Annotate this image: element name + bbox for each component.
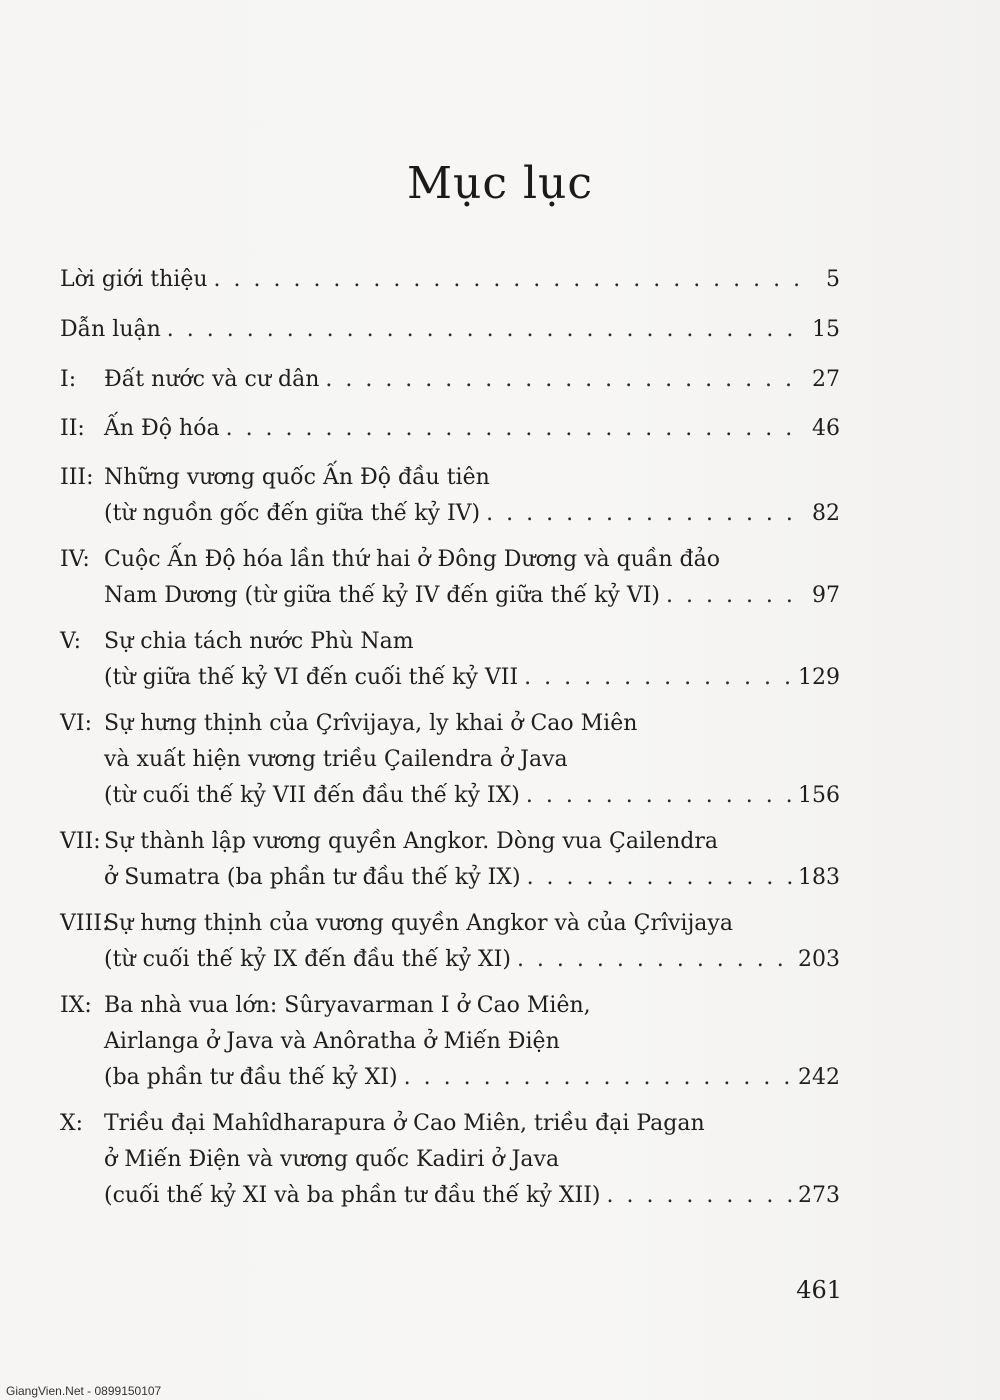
chapter-number: V: — [60, 629, 82, 654]
chapter-number: VIII: — [60, 911, 110, 936]
dot-leader — [404, 1060, 792, 1096]
toc-page-number: 183 — [798, 865, 840, 890]
chapter-title-line: (từ nguồn gốc đến giữa thế kỷ IV) — [104, 501, 481, 526]
toc-entry — [60, 542, 840, 614]
chapter-title-line: Đất nước và cư dân — [104, 367, 320, 392]
chapter-title-line: Sự hưng thịnh của vương quyền Angkor và của Çrîvijaya — [104, 911, 733, 936]
chapter-number: I: — [60, 367, 77, 392]
chapter-number: X: — [60, 1111, 84, 1136]
toc-page-number: 15 — [812, 317, 840, 342]
chapter-title-line: ở Miến Điện và vương quốc Kadiri ở Java — [104, 1147, 560, 1172]
toc-page-number: 97 — [812, 583, 840, 608]
dot-leader — [526, 778, 792, 814]
toc-entry — [60, 362, 840, 398]
chapter-title-line: Những vương quốc Ấn Độ đầu tiên — [104, 465, 490, 490]
chapter-number: IV: — [60, 547, 90, 572]
chapter-title-line: Nam Dương (từ giữa thế kỷ IV đến giữa thế kỷ VI) — [104, 583, 660, 608]
toc-entry — [60, 460, 840, 532]
toc-entry — [60, 1106, 840, 1214]
toc-page-number: 156 — [798, 783, 840, 808]
dot-leader — [527, 860, 792, 896]
toc-entry — [60, 411, 840, 447]
dot-leader — [325, 362, 804, 398]
toc-page-number: 273 — [798, 1183, 840, 1208]
chapter-number: VII: — [60, 829, 101, 854]
toc-entry — [60, 312, 840, 348]
chapter-title-line: Ba nhà vua lớn: Sûryavarman I ở Cao Miên, — [104, 993, 591, 1018]
dot-leader — [517, 942, 792, 978]
chapter-title-line: (từ cuối thế kỷ IX đến đầu thế kỷ XI) — [104, 947, 511, 972]
chapter-title-line: Ấn Độ hóa — [104, 416, 220, 441]
dot-leader — [226, 411, 804, 447]
dot-leader — [167, 312, 804, 348]
toc-page-number: 129 — [798, 665, 840, 690]
dot-leader — [666, 578, 804, 614]
chapter-title-line: Cuộc Ấn Độ hóa lần thứ hai ở Đông Dương và quần đảo — [104, 547, 720, 572]
toc-entry — [60, 624, 840, 696]
dot-leader — [606, 1178, 792, 1214]
toc-entry — [60, 824, 840, 896]
toc-page-number: 242 — [798, 1065, 840, 1090]
chapter-number: IX: — [60, 993, 92, 1018]
table-of-contents — [60, 262, 840, 1224]
toc-page-number: 27 — [812, 367, 840, 392]
chapter-title-line: Sự chia tách nước Phù Nam — [104, 629, 414, 654]
toc-entry — [60, 706, 840, 814]
chapter-number: VI: — [60, 711, 92, 736]
dot-leader — [524, 660, 792, 696]
chapter-title-line: và xuất hiện vương triều Çailendra ở Java — [104, 747, 568, 772]
toc-page-number: 46 — [812, 416, 840, 441]
chapter-number: III: — [60, 465, 94, 490]
chapter-title-line: Dẫn luận — [60, 317, 161, 342]
toc-entry — [60, 906, 840, 978]
chapter-title-line: Sự thành lập vương quyền Angkor. Dòng vua Çailendra — [104, 829, 718, 854]
chapter-title-line: ở Sumatra (ba phần tư đầu thế kỷ IX) — [104, 865, 521, 890]
toc-entry — [60, 262, 840, 298]
chapter-title-line: Airlanga ở Java và Anôratha ở Miến Điện — [104, 1029, 560, 1054]
toc-page-number: 82 — [812, 501, 840, 526]
page-number: 461 — [796, 1276, 842, 1304]
chapter-title-line: (từ cuối thế kỷ VII đến đầu thế kỷ IX) — [104, 783, 520, 808]
watermark: GiangVien.Net - 0899150107 — [6, 1384, 162, 1398]
chapter-title-line: (từ giữa thế kỷ VI đến cuối thế kỷ VII — [104, 665, 519, 690]
page-title: Mục lục — [406, 158, 594, 209]
toc-entry — [60, 988, 840, 1096]
chapter-title-line: Sự hưng thịnh của Çrîvijaya, ly khai ở Cao Miên — [104, 711, 638, 736]
chapter-title-line: (cuối thế kỷ XI và ba phần tư đầu thế kỷ XII) — [104, 1183, 601, 1208]
dot-leader — [214, 262, 804, 298]
chapter-title-line: (ba phần tư đầu thế kỷ XI) — [104, 1065, 398, 1090]
chapter-number: II: — [60, 416, 85, 441]
chapter-title-line: Triều đại Mahîdharapura ở Cao Miên, triều đại Pagan — [104, 1111, 705, 1136]
dot-leader — [486, 496, 804, 532]
toc-page-number: 203 — [798, 947, 840, 972]
chapter-title-line: Lời giới thiệu — [60, 267, 208, 292]
toc-page-number: 5 — [826, 267, 840, 292]
